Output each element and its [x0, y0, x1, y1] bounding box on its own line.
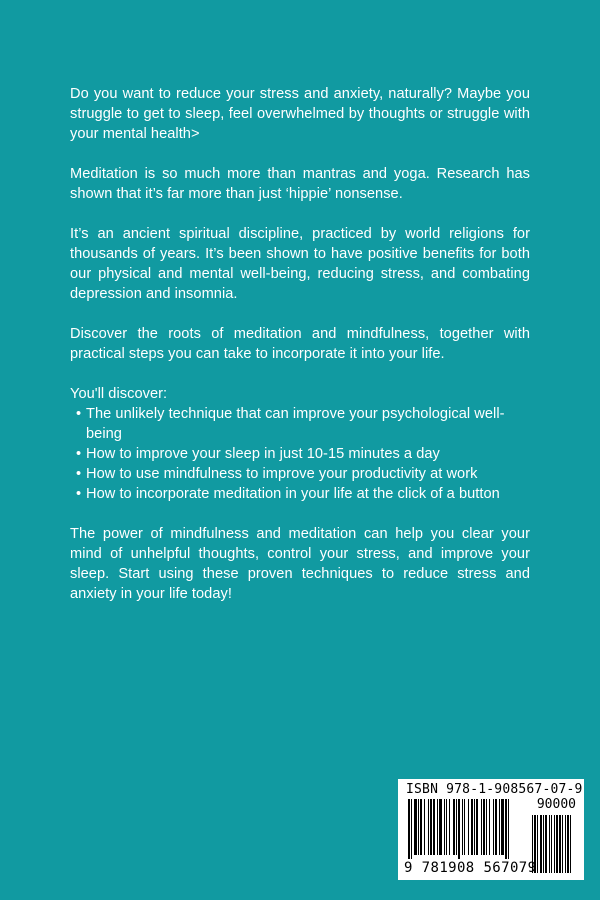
bullet-icon: •: [76, 486, 82, 502]
price-addon-label: 90000: [536, 797, 576, 812]
barcode-bar: [458, 799, 460, 859]
barcode-bar: [483, 799, 485, 855]
barcode-bar: [414, 799, 417, 855]
list-item: [70, 444, 530, 464]
addon-bar: [567, 815, 569, 873]
barcode-bar: [505, 799, 507, 859]
addon-bar: [543, 815, 544, 873]
barcode-bar: [418, 799, 419, 855]
isbn-label: ISBN 978-1-908567-07-9: [406, 782, 583, 797]
barcode-bar: [486, 799, 487, 855]
barcode-bar: [499, 799, 500, 855]
discover-list: [70, 404, 530, 504]
barcode-bar: [501, 799, 504, 855]
barcode-bar: [474, 799, 475, 855]
paragraph-closing: The power of mindfulness and meditation can help you clear your mind of unhelpful thoughts, control your stress, and improve your sleep. Start using these proven techniques to reduce stress and anxiety in your life today!: [70, 526, 530, 602]
discover-heading: You'll discover:: [70, 386, 168, 402]
barcode-bar: [428, 799, 429, 855]
barcode-bar: [453, 799, 455, 855]
barcode-bar: [446, 799, 447, 855]
bullet-icon: •: [76, 466, 82, 482]
list-item-text: How to incorporate meditation in your life at the click of a button: [86, 486, 500, 502]
barcode-bar: [411, 799, 412, 859]
list-item: [70, 404, 530, 444]
list-item: [70, 464, 530, 484]
paragraph-meditation: Meditation is so much more than mantras and yoga. Research has shown that it’s far more than just ‘hippie’ nonsense.: [70, 166, 530, 202]
barcode-bar: [481, 799, 482, 855]
isbn-barcode: [398, 779, 584, 880]
addon-bar: [559, 815, 561, 873]
addon-bar: [551, 815, 552, 873]
list-item: [70, 484, 530, 504]
addon-bar: [549, 815, 550, 873]
barcode-bar: [489, 799, 490, 855]
barcode-bar: [449, 799, 450, 855]
addon-bar: [570, 815, 571, 873]
list-item-text: The unlikely technique that can improve your psychological well-being: [86, 406, 505, 442]
barcode-bar: [462, 799, 463, 855]
bullet-icon: •: [76, 406, 82, 422]
blurb: [70, 84, 530, 604]
barcode-bar: [464, 799, 465, 855]
barcode-bar: [420, 799, 422, 855]
barcode-bar: [430, 799, 432, 855]
list-item-text: How to improve your sleep in just 10-15 minutes a day: [86, 446, 440, 462]
barcode-bar: [424, 799, 425, 855]
barcode-bar: [456, 799, 457, 855]
paragraph-intro: Do you want to reduce your stress and anxiety, naturally? Maybe you struggle to get to sleep, feel overwhelmed by thoughts or struggle with your mental health>: [70, 86, 530, 142]
list-item-text: How to use mindfulness to improve your productivity at work: [86, 466, 478, 482]
addon-bar: [554, 815, 555, 873]
barcode-bar: [439, 799, 442, 855]
paragraph-ancient-discipline: It’s an ancient spiritual discipline, practiced by world religions for thousands of years. It’s been shown to have positive benefits for both our physical and mental well-being, reducing stress, and combating depression and insomnia.: [70, 226, 530, 302]
barcode-bar: [444, 799, 445, 855]
addon-bar: [540, 815, 542, 873]
addon-bar: [565, 815, 566, 873]
addon-bar: [562, 815, 563, 873]
addon-bar: [556, 815, 558, 873]
ean-digits-label: 9 781908 567079: [404, 860, 537, 876]
paragraph-discover-roots: Discover the roots of meditation and mindfulness, together with practical steps you can take to incorporate it into your life.: [70, 326, 530, 362]
barcode-bar: [471, 799, 473, 855]
barcode-bar: [437, 799, 438, 855]
addon-bar: [545, 815, 547, 873]
barcode-bar: [408, 799, 410, 859]
barcode-bar: [433, 799, 435, 855]
addon-bar: [537, 815, 538, 873]
barcode-bar: [508, 799, 509, 859]
barcode-bar: [476, 799, 478, 855]
barcode-bar: [493, 799, 494, 855]
bullet-icon: •: [76, 446, 82, 462]
barcode-bar: [468, 799, 469, 855]
barcode-bar: [495, 799, 497, 855]
